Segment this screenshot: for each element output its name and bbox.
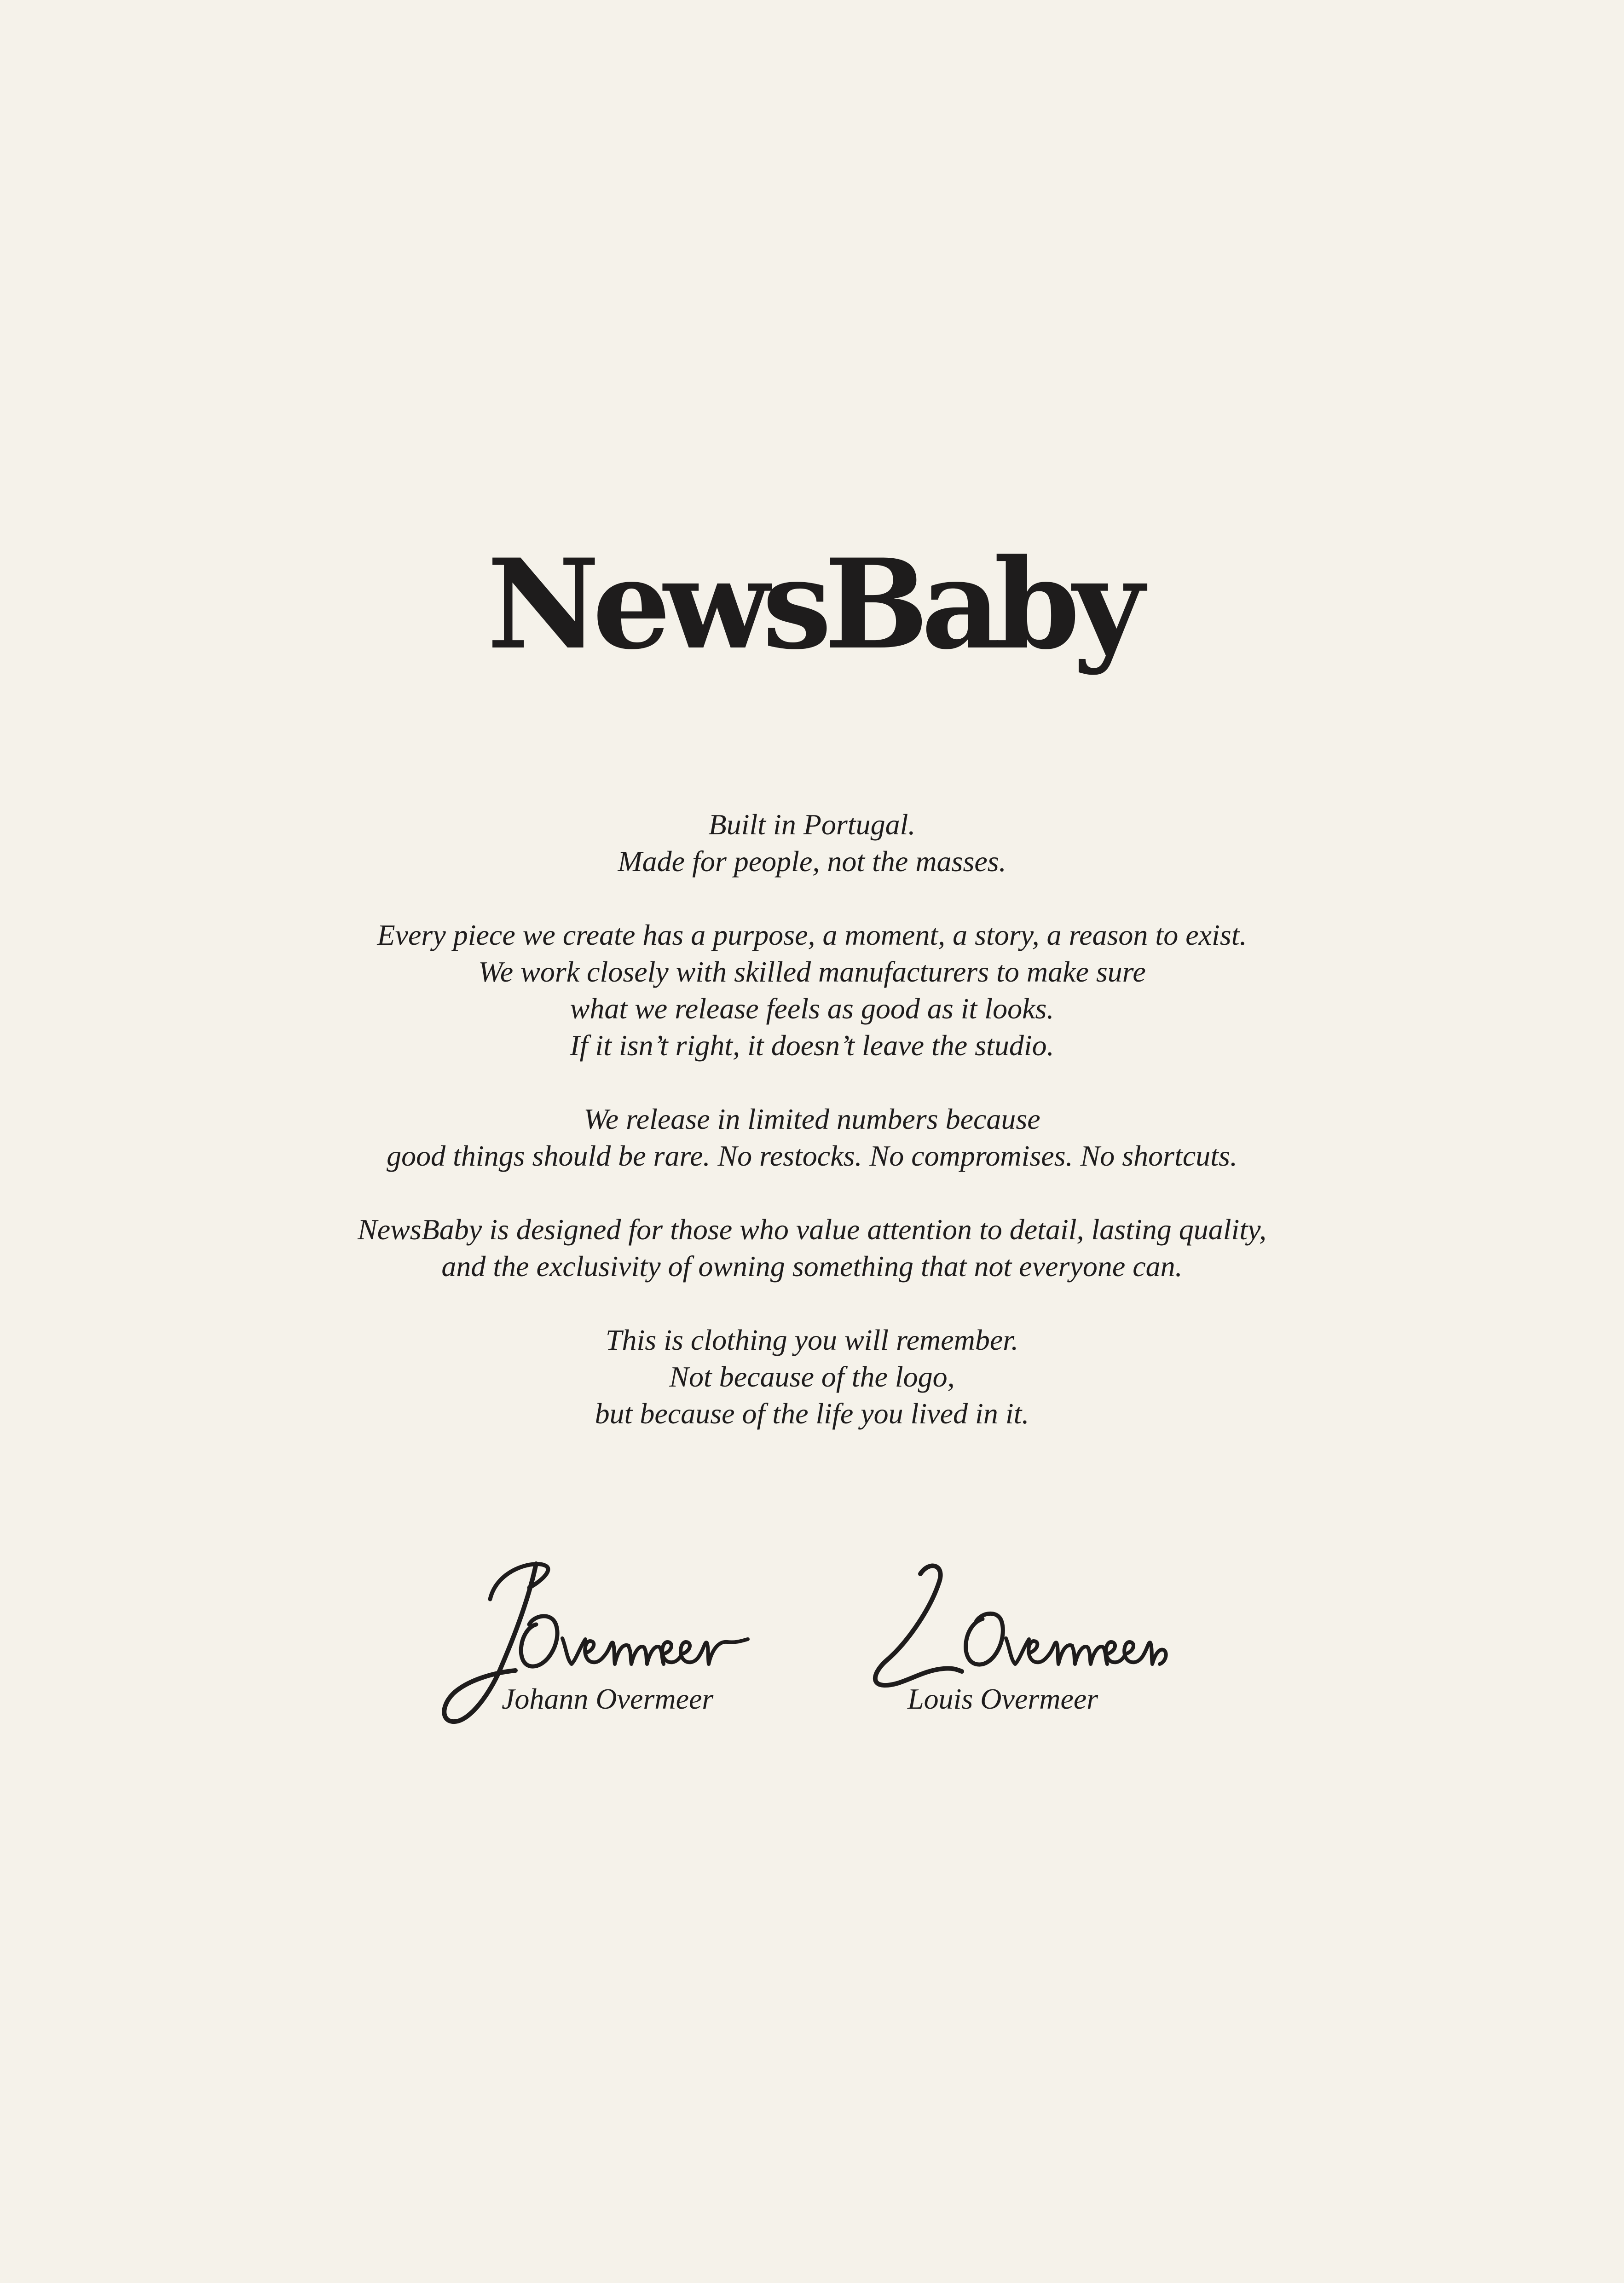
text-line: Not because of the logo, bbox=[669, 1360, 955, 1393]
signatory-name: Johann Overmeer bbox=[502, 1682, 714, 1715]
paragraph-closing bbox=[0, 1322, 1624, 1432]
text-line: but because of the life you lived in it. bbox=[595, 1397, 1029, 1430]
paragraph-limited bbox=[0, 1101, 1624, 1174]
signatory-name: Louis Overmeer bbox=[907, 1682, 1098, 1715]
manifesto-text bbox=[0, 806, 1624, 1469]
signature-louis bbox=[865, 1555, 1187, 1730]
text-line: what we release feels as good as it looks. bbox=[570, 992, 1054, 1025]
signature-johann bbox=[442, 1555, 801, 1730]
text-line: We release in limited numbers because bbox=[584, 1103, 1040, 1135]
text-line: If it isn’t right, it doesn’t leave the studio. bbox=[570, 1029, 1054, 1062]
text-line: Built in Portugal. bbox=[708, 808, 916, 841]
text-line: Made for people, not the masses. bbox=[618, 845, 1006, 878]
text-line: Every piece we create has a purpose, a moment, a story, a reason to exist. bbox=[377, 919, 1247, 951]
brand-logo: NewsBaby bbox=[487, 532, 1137, 677]
text-line: This is clothing you will remember. bbox=[605, 1324, 1019, 1356]
paragraph-design bbox=[0, 1211, 1624, 1285]
text-line: We work closely with skilled manufacturers to make sure bbox=[478, 955, 1146, 988]
text-line: good things should be rare. No restocks. No compromises. No shortcuts. bbox=[387, 1139, 1237, 1172]
paragraph-origin bbox=[0, 806, 1624, 880]
text-line: and the exclusivity of owning something that not everyone can. bbox=[441, 1250, 1183, 1283]
text-line: NewsBaby is designed for those who value attention to detail, lasting quality, bbox=[358, 1213, 1266, 1246]
paragraph-purpose bbox=[0, 917, 1624, 1064]
